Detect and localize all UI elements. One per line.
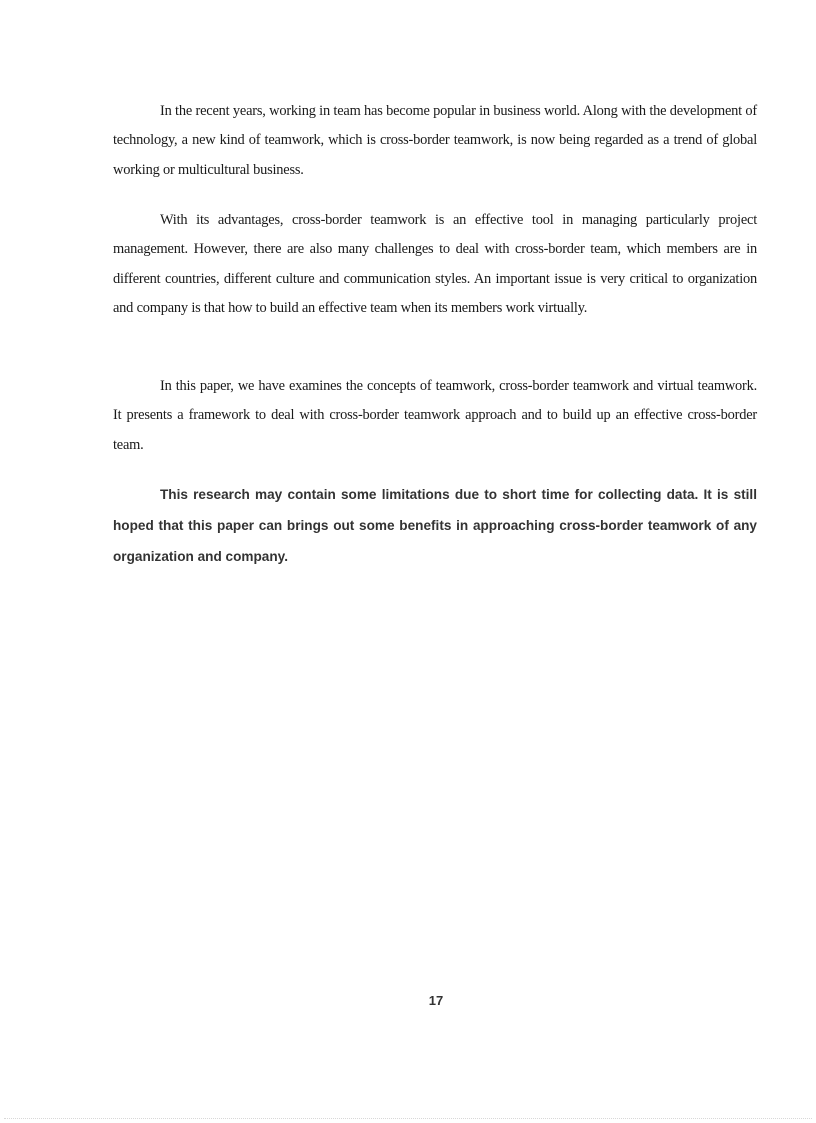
paragraph-intro: In the recent years, working in team has become popular in business world. Along with the development of technology, a new kind of teamwork, which is cross-border teamwork, is now being regarded as a trend of global working or multicultural business. bbox=[113, 103, 757, 178]
paragraph-paper-scope: In this paper, we have examines the concepts of teamwork, cross-border teamwork and virtual teamwork. It presents a framework to deal with cross-border teamwork approach and to build up an effective cross-border team. bbox=[113, 378, 757, 453]
page-number: 17 bbox=[428, 993, 444, 1008]
page-bottom-divider bbox=[4, 1118, 812, 1119]
paragraph-limitations: This research may contain some limitations due to short time for collecting data. It is still hoped that this paper can brings out some benefits in approaching cross-border teamwork of any organization and company. bbox=[113, 487, 757, 564]
paragraph-advantages: With its advantages, cross-border teamwork is an effective tool in managing particularly project management. However, there are also many challenges to deal with cross-border team, which members are in different countries, different culture and communication styles. An important issue is very critical to organization and company is that how to build an effective team when its members work virtually. bbox=[113, 212, 757, 316]
